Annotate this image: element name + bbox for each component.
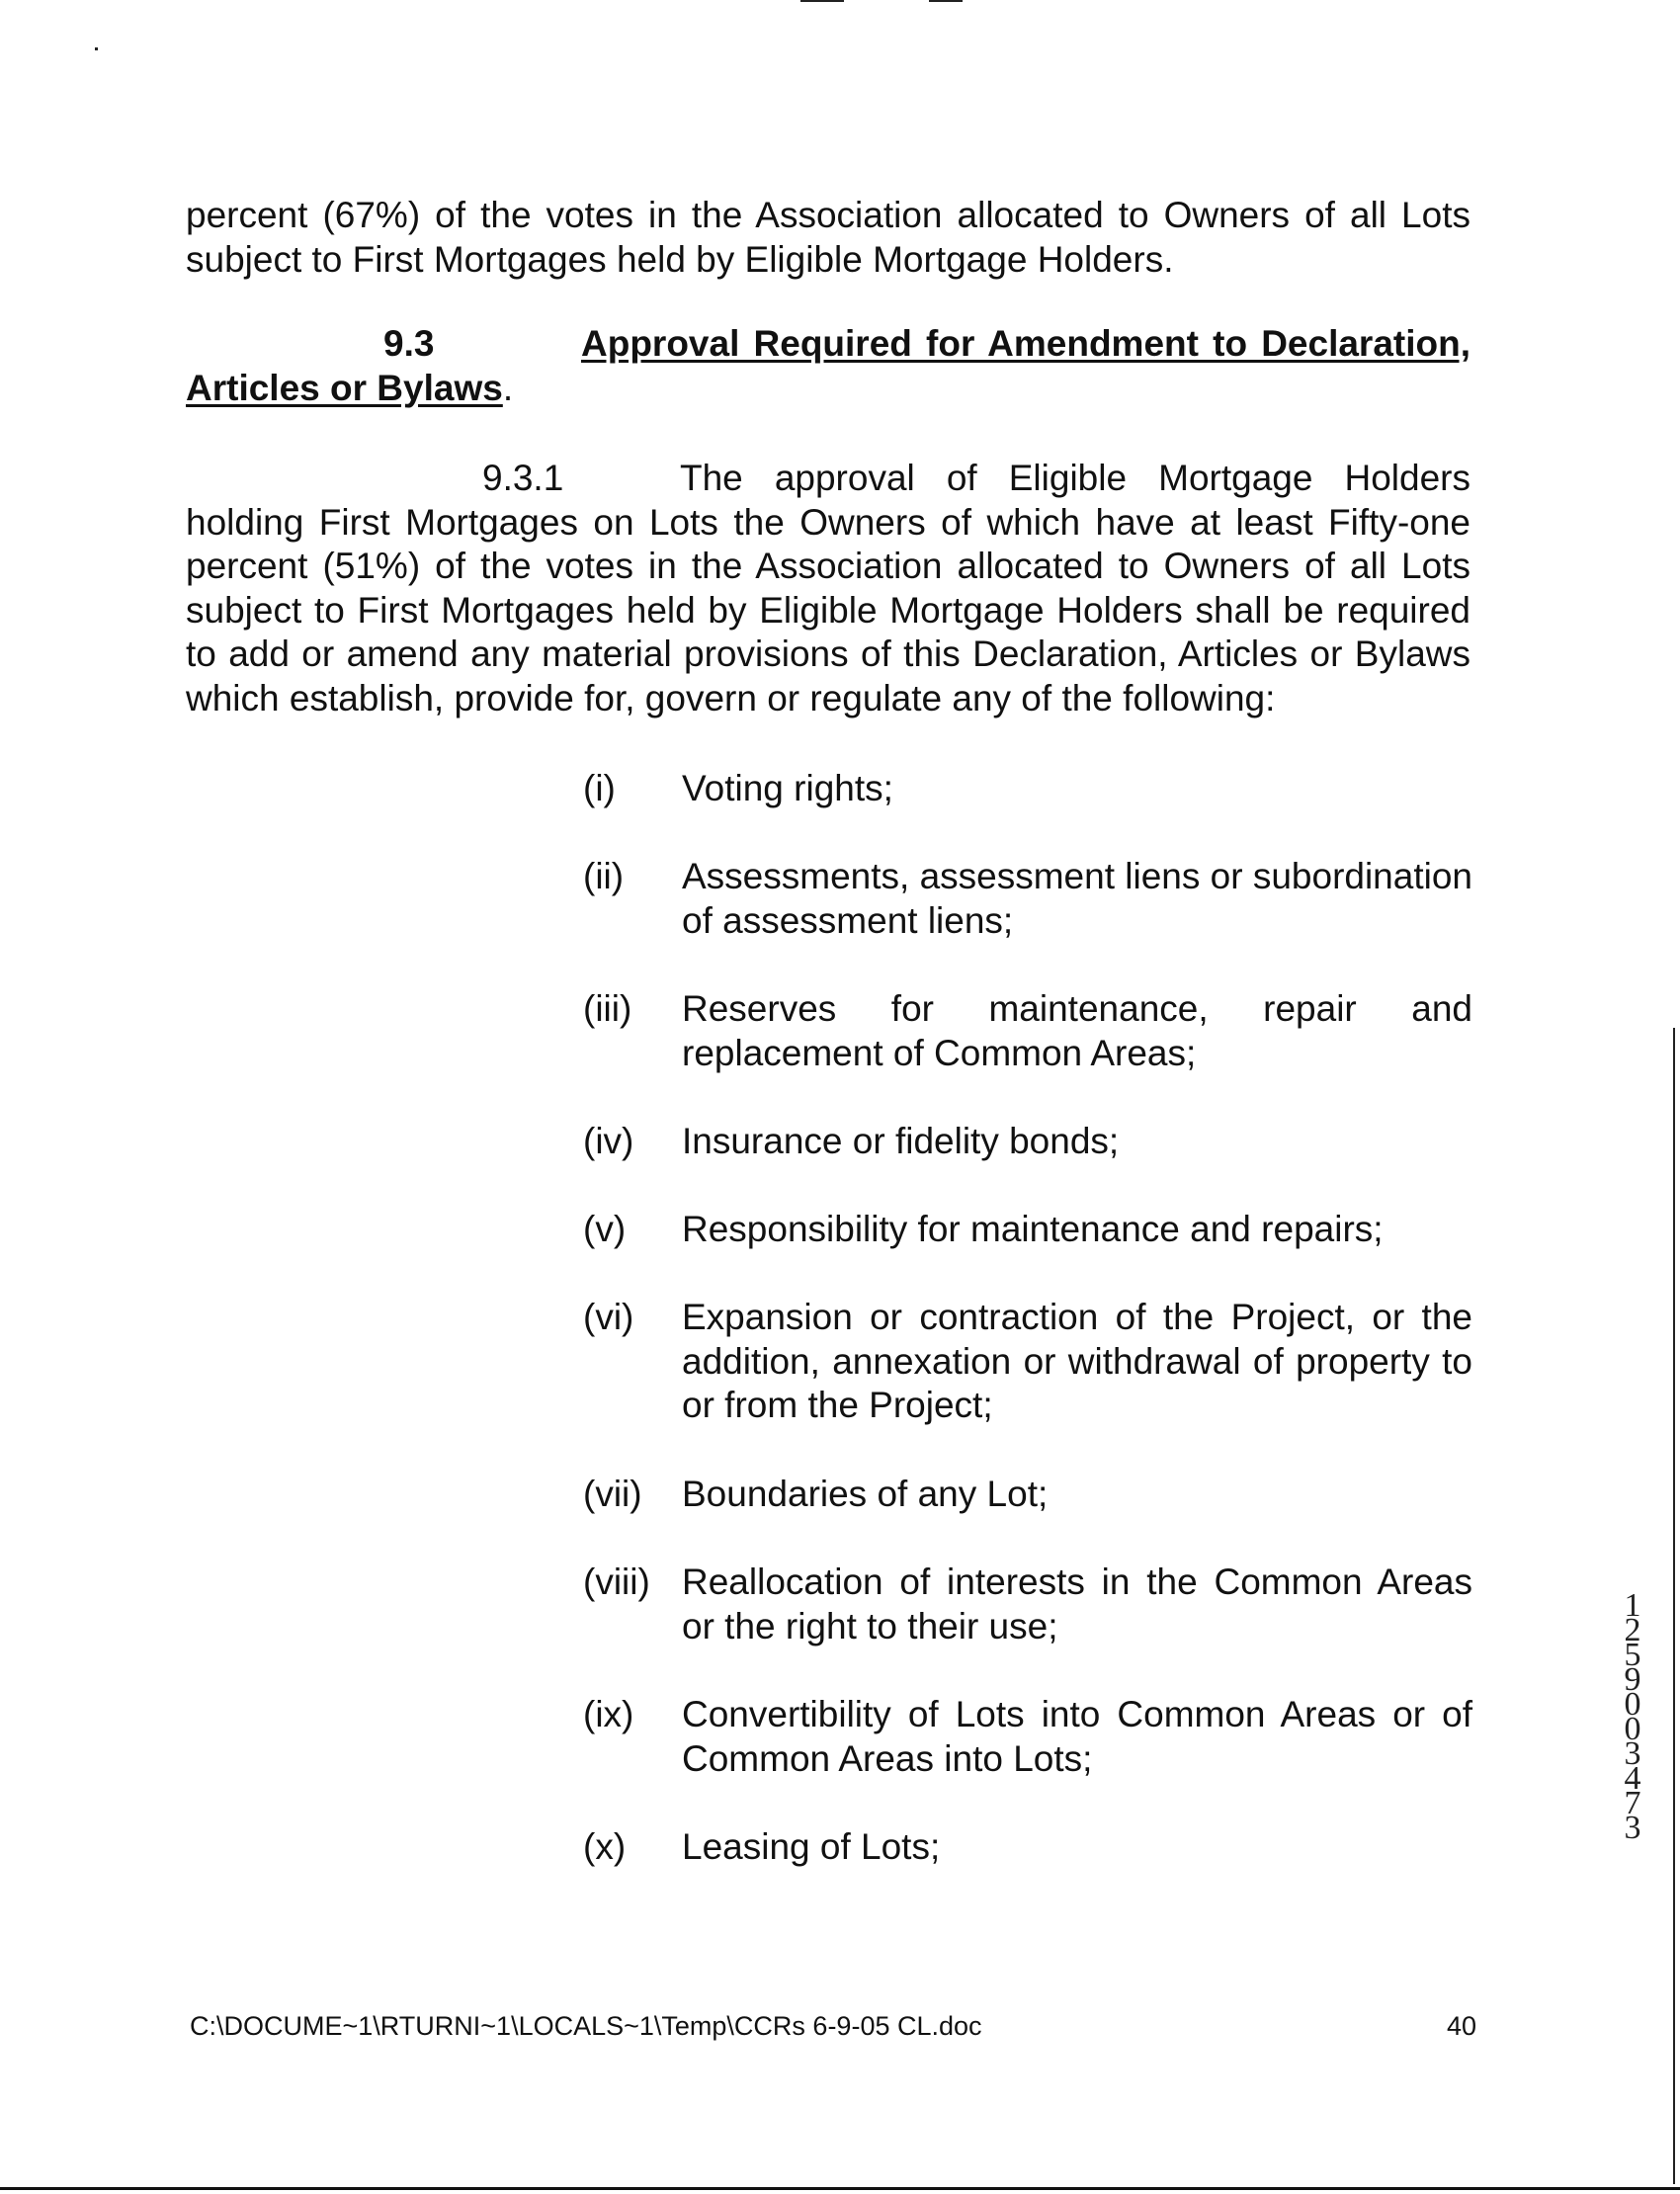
- list-item-number: (ix): [583, 1694, 634, 1734]
- list-item-number: (vi): [583, 1297, 634, 1337]
- list-item-text: Reserves for maintenance, repair and replacement of Common Areas;: [682, 988, 1472, 1073]
- scan-bottom-edge: [0, 2187, 1680, 2190]
- list-item-text: Boundaries of any Lot;: [682, 1474, 1049, 1514]
- side-recording-stamp: [1613, 1587, 1652, 1846]
- section-heading: [186, 322, 1470, 410]
- list-item-number: (viii): [583, 1561, 650, 1602]
- side-stamp-text: 1 2 5 9 0 0 3 4 7 3: [1624, 1587, 1641, 1846]
- intro-paragraph: percent (67%) of the votes in the Association allocated to Owners of all Lots subject to First Mortgages held by Eligible Mortgage Holders.: [186, 195, 1470, 280]
- section-title: Approval Required for Amendment to Declaration, Articles or Bylaws: [186, 323, 1470, 408]
- list-item-text: Expansion or contraction of the Project, or the addition, annexation or withdrawal of property to or from the Project;: [682, 1297, 1472, 1425]
- list-item-text: Assessments, assessment liens or subordination of assessment liens;: [682, 856, 1472, 941]
- list-item-text: Reallocation of interests in the Common Areas or the right to their use;: [682, 1561, 1472, 1646]
- list-item-text: Leasing of Lots;: [682, 1826, 941, 1867]
- subsection-number: 9.3.1: [482, 458, 564, 498]
- list-item-number: (iii): [583, 988, 632, 1029]
- scan-artifact-top: [929, 0, 963, 2]
- list-item-number: (iv): [583, 1121, 634, 1161]
- list-item-number: (vii): [583, 1474, 642, 1514]
- page-number: 40: [1447, 2011, 1477, 2041]
- list-item-number: (ii): [583, 856, 625, 896]
- list-item-number: (x): [583, 1826, 627, 1867]
- scan-artifact-top: [800, 0, 844, 2]
- section-title-period: .: [502, 367, 514, 408]
- list-item-number: (v): [583, 1209, 627, 1249]
- list-item-number: (i): [583, 768, 616, 808]
- scan-edge-line: [1673, 1028, 1675, 2184]
- scan-speck: [95, 47, 98, 50]
- list-item-text: Convertibility of Lots into Common Areas or of Common Areas into Lots;: [682, 1694, 1472, 1779]
- list-item-text: Insurance or fidelity bonds;: [682, 1121, 1120, 1161]
- subsection-paragraph: The approval of Eligible Mortgage Holders holding First Mortgages on Lots the Owners of which have at least Fifty-one percent (51%) of the votes in the Association allocated to Owners of all Lots subject to First Mortgages held by Eligible Mortgage Holders shall be required to add or amend any material provisions of this Declaration, Articles or Bylaws which establish, provide for, govern or regulate any of the following:: [186, 458, 1470, 718]
- footer-file-path: C:\DOCUME~1\RTURNI~1\LOCALS~1\Temp\CCRs 6-9-05 CL.doc: [190, 2011, 982, 2041]
- section-number: 9.3: [383, 323, 435, 364]
- list-item-text: Voting rights;: [682, 768, 893, 808]
- list-item-text: Responsibility for maintenance and repairs;: [682, 1209, 1384, 1249]
